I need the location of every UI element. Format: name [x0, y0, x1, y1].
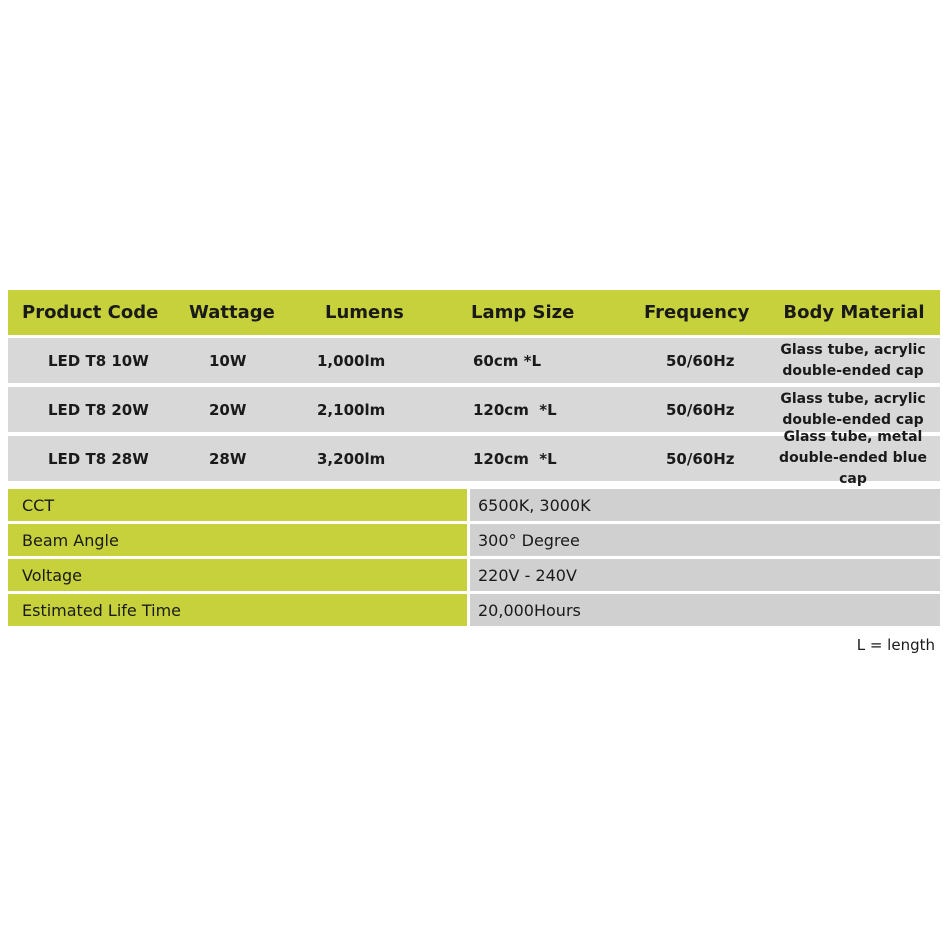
lamp-size-cell: 60cm *L: [473, 351, 542, 370]
lamp-size-cell: 120cm *L: [473, 449, 557, 468]
header-body-material: Body Material: [783, 302, 925, 323]
lumens-cell: 2,100lm: [317, 400, 386, 419]
header-lamp-size: Lamp Size: [471, 302, 575, 323]
header-product-code: Product Code: [22, 302, 159, 323]
body-material-cell: Glass tube, metal double-ended blue cap: [779, 429, 927, 487]
property-value: 20,000Hours: [470, 594, 940, 626]
wattage-cell: 10W: [209, 351, 247, 370]
frequency-cell: 50/60Hz: [666, 351, 735, 370]
property-value: 300° Degree: [470, 524, 940, 556]
property-row-voltage: [8, 559, 940, 591]
spec-table: [8, 290, 940, 485]
length-footnote: L = length: [856, 636, 935, 654]
product-code-cell: LED T8 20W: [48, 400, 149, 419]
properties-table: [8, 489, 940, 629]
product-code-cell: LED T8 10W: [48, 351, 149, 370]
property-value: 6500K, 3000K: [470, 489, 940, 521]
table-row: [8, 387, 940, 432]
property-row-cct: [8, 489, 940, 521]
property-label: Voltage: [8, 559, 467, 591]
lumens-cell: 1,000lm: [317, 351, 386, 370]
wattage-cell: 20W: [209, 400, 247, 419]
property-label: CCT: [8, 489, 467, 521]
wattage-cell: 28W: [209, 449, 247, 468]
header-frequency: Frequency: [644, 302, 750, 323]
lamp-size-cell: 120cm *L: [473, 400, 557, 419]
table-row: [8, 429, 940, 487]
table-header-row: [8, 290, 940, 335]
body-material-cell: Glass tube, acrylic double-ended cap: [780, 341, 926, 379]
frequency-cell: 50/60Hz: [666, 449, 735, 468]
property-label: Beam Angle: [8, 524, 467, 556]
property-row-life-time: [8, 594, 940, 626]
product-code-cell: LED T8 28W: [48, 449, 149, 468]
property-label: Estimated Life Time: [8, 594, 467, 626]
header-wattage: Wattage: [189, 302, 275, 323]
property-value: 220V - 240V: [470, 559, 940, 591]
table-row: [8, 338, 940, 383]
lumens-cell: 3,200lm: [317, 449, 386, 468]
property-row-beam-angle: [8, 524, 940, 556]
frequency-cell: 50/60Hz: [666, 400, 735, 419]
body-material-cell: Glass tube, acrylic double-ended cap: [780, 390, 926, 428]
header-lumens: Lumens: [325, 302, 404, 323]
